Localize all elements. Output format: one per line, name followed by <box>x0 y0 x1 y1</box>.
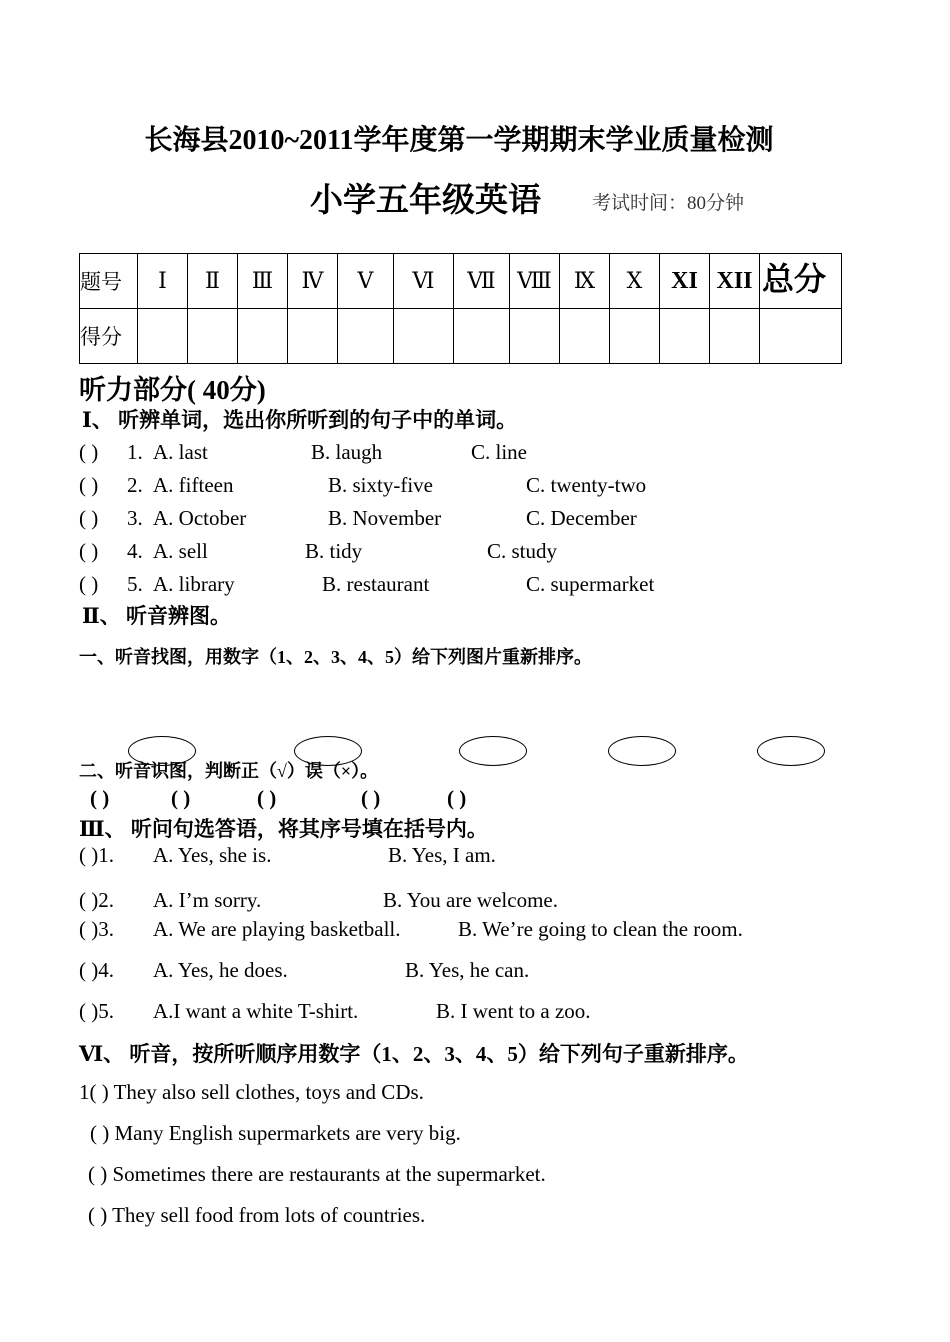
answer-oval[interactable] <box>128 736 196 766</box>
section-numeral: Ⅰ <box>138 254 188 309</box>
option-c: C. study <box>487 539 558 563</box>
list-item <box>79 572 98 597</box>
answer-paren-number[interactable]: ( )3. <box>79 917 114 941</box>
answer-oval[interactable] <box>459 736 527 766</box>
section-numeral: Ⅴ <box>338 254 394 309</box>
answer-paren[interactable]: ( ) <box>79 473 99 497</box>
part4-heading: Ⅵ、 听音，按所听顺序用数字（1、2、3、4、5）给下列句子重新排序。 <box>79 1042 749 1066</box>
option-b: B. I went to a zoo. <box>436 999 591 1023</box>
option-c: C. twenty-two <box>526 473 647 497</box>
part2-sub2-instruction: 二、听音识图，判断正（√）误（×）。 <box>79 761 379 781</box>
listening-section-heading: 听力部分( 40分) <box>79 375 266 405</box>
judge-paren[interactable]: ( ) <box>447 786 467 810</box>
total-score-label: 总分 <box>760 254 842 309</box>
section-numeral: Ⅳ <box>288 254 338 309</box>
answer-paren[interactable]: ( ) <box>79 539 99 563</box>
answer-paren-number[interactable]: ( )2. <box>79 888 114 912</box>
ordering-item[interactable]: ( ) They sell food from lots of countries. <box>88 1203 426 1227</box>
option-a: A. library <box>153 572 235 596</box>
answer-paren[interactable]: ( ) <box>79 572 99 596</box>
score-cell[interactable] <box>660 309 710 364</box>
score-cell[interactable] <box>338 309 394 364</box>
ordering-item[interactable]: 1( ) They also sell clothes, toys and CDs. <box>79 1080 424 1104</box>
section-numeral: Ⅶ <box>454 254 510 309</box>
option-a: A. I’m sorry. <box>153 888 262 912</box>
option-c: C. supermarket <box>526 572 655 596</box>
option-a: A. We are playing basketball. <box>153 917 401 941</box>
answer-paren-number[interactable]: ( )1. <box>79 843 114 867</box>
section-numeral: XI <box>660 254 710 309</box>
score-cell[interactable] <box>610 309 660 364</box>
section-numeral: Ⅵ <box>394 254 454 309</box>
score-table-header-row <box>80 254 842 309</box>
item-number: 2. <box>127 473 143 497</box>
option-b: B. November <box>328 506 442 530</box>
score-cell[interactable] <box>188 309 238 364</box>
answer-paren-number[interactable]: ( )5. <box>79 999 114 1023</box>
list-item <box>79 440 98 465</box>
item-number: 5. <box>127 572 143 596</box>
list-item <box>79 506 98 531</box>
section-numeral: Ⅸ <box>560 254 610 309</box>
option-b: B. tidy <box>305 539 363 563</box>
answer-paren[interactable]: ( ) <box>79 440 99 464</box>
score-cell[interactable] <box>288 309 338 364</box>
option-b: B. sixty-five <box>328 473 433 497</box>
item-number: 4. <box>127 539 143 563</box>
score-table <box>79 253 842 364</box>
part2-sub1-instruction: 一、听音找图，用数字（1、2、3、4、5）给下列图片重新排序。 <box>79 647 592 667</box>
ordering-item[interactable]: ( ) Sometimes there are restaurants at the supermarket. <box>88 1162 546 1186</box>
option-a: A. Yes, she is. <box>153 843 272 867</box>
option-b: B. Yes, I am. <box>388 843 496 867</box>
judge-paren[interactable]: ( ) <box>361 786 381 810</box>
option-b: B. Yes, he can. <box>405 958 530 982</box>
section-numeral: Ⅱ <box>188 254 238 309</box>
total-score-cell[interactable] <box>760 309 842 364</box>
part2-heading: Ⅱ、 听音辨图。 <box>82 604 231 628</box>
ordering-item[interactable]: ( ) Many English supermarkets are very big. <box>90 1121 461 1145</box>
section-numeral: Ⅲ <box>238 254 288 309</box>
section-numeral: XII <box>710 254 760 309</box>
score-label: 得分 <box>80 309 138 364</box>
judge-paren[interactable]: ( ) <box>171 786 191 810</box>
option-a: A. last <box>153 440 208 464</box>
score-table-score-row <box>80 309 842 364</box>
document-title: 长海县2010~2011学年度第一学期期末学业质量检测 <box>144 125 774 156</box>
section-numeral: Ⅹ <box>610 254 660 309</box>
judge-paren[interactable]: ( ) <box>257 786 277 810</box>
part1-heading: Ⅰ、 听辨单词，选出你所听到的句子中的单词。 <box>82 408 518 432</box>
option-b: B. restaurant <box>322 572 430 596</box>
list-item <box>79 473 98 498</box>
option-c: C. December <box>526 506 637 530</box>
section-numeral: Ⅷ <box>510 254 560 309</box>
exam-time: 考试时间：80分钟 <box>592 193 745 214</box>
answer-oval[interactable] <box>608 736 676 766</box>
option-a: A. fifteen <box>153 473 234 497</box>
option-b: B. We’re going to clean the room. <box>458 917 743 941</box>
score-cell[interactable] <box>138 309 188 364</box>
item-number: 3. <box>127 506 143 530</box>
option-c: C. line <box>471 440 527 464</box>
item-number: 1. <box>127 440 143 464</box>
option-a: A. October <box>153 506 247 530</box>
score-cell[interactable] <box>710 309 760 364</box>
score-cell[interactable] <box>394 309 454 364</box>
question-number-label: 题号 <box>80 254 138 309</box>
list-item <box>79 539 98 564</box>
option-a: A. sell <box>153 539 208 563</box>
option-b: B. You are welcome. <box>383 888 558 912</box>
score-cell[interactable] <box>454 309 510 364</box>
score-cell[interactable] <box>510 309 560 364</box>
option-b: B. laugh <box>311 440 383 464</box>
score-cell[interactable] <box>238 309 288 364</box>
judge-paren[interactable]: ( ) <box>90 786 110 810</box>
part3-heading: Ⅲ、 听问句选答语，将其序号填在括号内。 <box>79 817 488 841</box>
answer-paren[interactable]: ( ) <box>79 506 99 530</box>
answer-paren-number[interactable]: ( )4. <box>79 958 114 982</box>
answer-oval[interactable] <box>294 736 362 766</box>
option-a: A. Yes, he does. <box>153 958 288 982</box>
answer-oval[interactable] <box>757 736 825 766</box>
score-cell[interactable] <box>560 309 610 364</box>
document-subtitle: 小学五年级英语 <box>310 183 541 219</box>
option-a: A.I want a white T-shirt. <box>153 999 359 1023</box>
